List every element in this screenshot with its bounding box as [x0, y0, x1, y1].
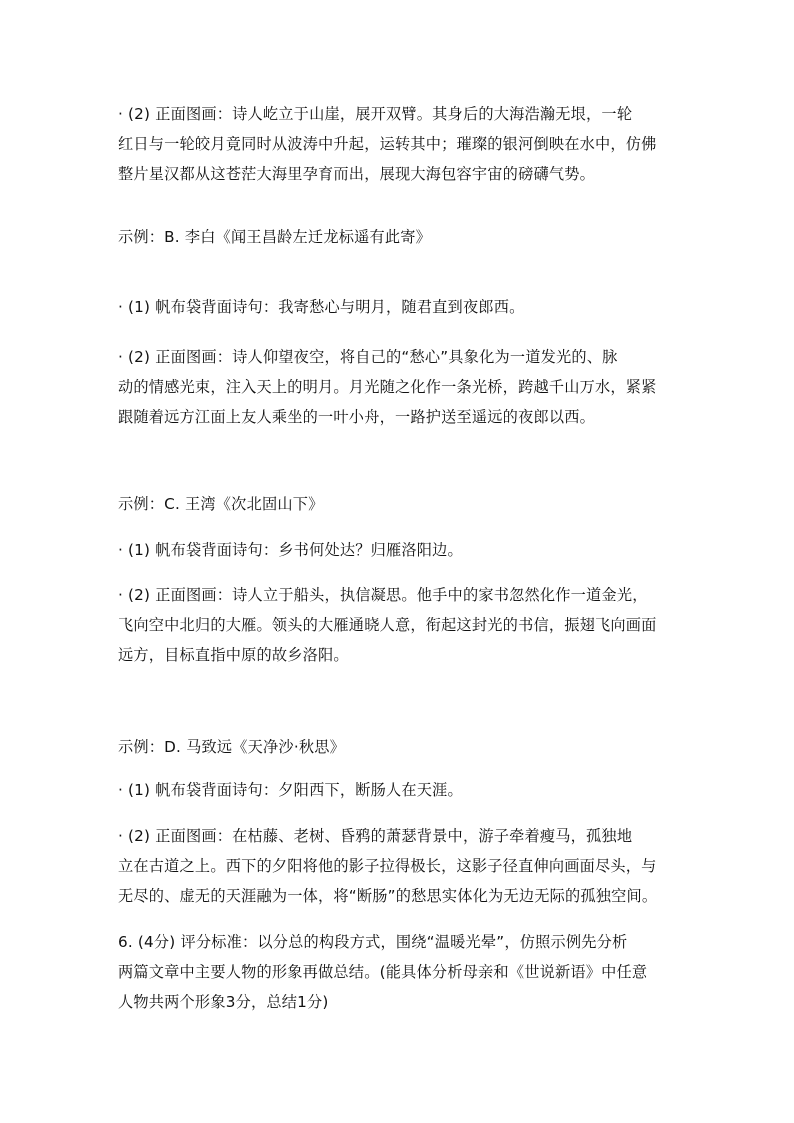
example-d-item-2-line-3: 无尽的、虚无的天涯融为一体，将“断肠”的愁思实体化为无边无际的孤独空间。: [118, 887, 658, 905]
example-d-title: 示例：D. 马致远《天净沙·秋思》: [118, 738, 346, 756]
example-d-item-2-line-2: 立在古道之上。西下的夕阳将他的影子拉得极长，这影子径直伸向画面尽头，与: [118, 857, 657, 875]
example-b-title: 示例：B. 李白《闻王昌龄左迁龙标遥有此寄》: [118, 228, 432, 246]
example-b-item-2-line-1: · (2) 正面图画：诗人仰望夜空，将自己的“愁心”具象化为一道发光的、脉: [118, 348, 618, 366]
example-c-item-2-line-1: · (2) 正面图画：诗人立于船头，执信凝思。他手中的家书忽然化作一道金光，: [118, 586, 648, 604]
question-6-line-1: 6. (4分) 评分标准：以分总的构段方式，围绕“温暖光晕”，仿照示例先分析: [118, 933, 628, 951]
example-b-item-2-line-3: 跟随着远方江面上友人乘坐的一叶小舟，一路护送至遥远的夜郎以西。: [118, 408, 596, 426]
example-d-item-1: · (1) 帆布袋背面诗句：夕阳西下，断肠人在天涯。: [118, 781, 463, 799]
example-b-item-1: · (1) 帆布袋背面诗句：我寄愁心与明月，随君直到夜郎西。: [118, 298, 525, 316]
example-b-item-2-line-2: 动的情感光束，注入天上的明月。月光随之化作一条光桥，跨越千山万水，紧紧: [118, 378, 657, 396]
question-6-line-3: 人物共两个形象3分，总结1分): [118, 993, 329, 1011]
example-c-item-1: · (1) 帆布袋背面诗句：乡书何处达？归雁洛阳边。: [118, 541, 463, 559]
example-c-title: 示例：C. 王湾《次北固山下》: [118, 495, 324, 513]
example-d-item-2-line-1: · (2) 正面图画：在枯藤、老树、昏鸦的萧瑟背景中，游子牵着瘦马，孤独地: [118, 827, 633, 845]
block1-line-3: 整片星汉都从这苍茫大海里孕育而出，展现大海包容宇宙的磅礴气势。: [118, 165, 596, 183]
block1-line-2: 红日与一轮皎月竟同时从波涛中升起，运转其中；璀璨的银河倒映在水中，仿佛: [118, 135, 657, 153]
block1-line-1: · (2) 正面图画：诗人屹立于山崖，展开双臂。其身后的大海浩瀚无垠，一轮: [118, 105, 633, 123]
example-c-item-2-line-3: 远方，目标直指中原的故乡洛阳。: [118, 646, 349, 664]
question-6-line-2: 两篇文章中主要人物的形象再做总结。(能具体分析母亲和《世说新语》中任意: [118, 963, 648, 981]
example-c-item-2-line-2: 飞向空中北归的大雁。领头的大雁通晓人意，衔起这封光的书信，振翅飞向画面: [118, 616, 657, 634]
